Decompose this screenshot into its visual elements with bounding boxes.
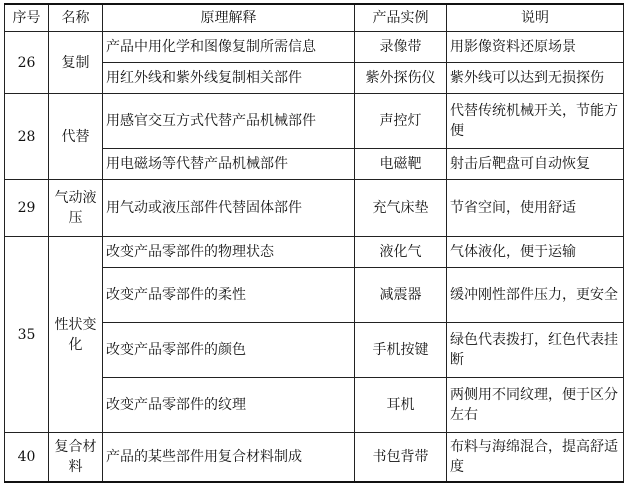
row-example: 手机按键 [355, 323, 447, 378]
header-example: 产品实例 [355, 4, 447, 32]
row-index: 40 [5, 433, 49, 483]
row-principle: 用气动或液压部件代替固体部件 [103, 180, 355, 237]
row-name: 性状变化 [49, 237, 103, 433]
row-note: 用影像资料还原场景 [447, 32, 624, 63]
table-header-row [5, 4, 624, 32]
header-note: 说明 [447, 4, 624, 32]
row-principle: 用红外线和紫外线复制相关部件 [103, 63, 355, 94]
row-principle: 用感官交互方式代替产品机械部件 [103, 94, 355, 149]
header-principle: 原理解释 [103, 4, 355, 32]
row-index: 28 [5, 94, 49, 180]
row-example: 紫外探伤仪 [355, 63, 447, 94]
row-example: 液化气 [355, 237, 447, 268]
row-note: 缓冲刚性部件压力，更安全 [447, 268, 624, 323]
table-row [5, 32, 624, 63]
row-example: 耳机 [355, 378, 447, 433]
row-index: 29 [5, 180, 49, 237]
table-row [5, 180, 624, 237]
row-note: 射击后靶盘可自动恢复 [447, 149, 624, 180]
row-principle: 产品的某些部件用复合材料制成 [103, 433, 355, 483]
row-example: 录像带 [355, 32, 447, 63]
table-row [5, 433, 624, 483]
row-note: 代替传统机械开关，节能方便 [447, 94, 624, 149]
row-note: 布料与海绵混合，提高舒适度 [447, 433, 624, 483]
header-name: 名称 [49, 4, 103, 32]
row-note: 紫外线可以达到无损探伤 [447, 63, 624, 94]
row-principle: 改变产品零部件的物理状态 [103, 237, 355, 268]
row-principle: 改变产品零部件的柔性 [103, 268, 355, 323]
row-note: 节省空间，使用舒适 [447, 180, 624, 237]
row-name: 复制 [49, 32, 103, 94]
row-example: 充气床垫 [355, 180, 447, 237]
row-name: 复合材料 [49, 433, 103, 483]
header-index: 序号 [5, 4, 49, 32]
row-principle: 产品中用化学和图像复制所需信息 [103, 32, 355, 63]
table-row [5, 237, 624, 268]
row-example: 书包背带 [355, 433, 447, 483]
row-note: 两侧用不同纹理，便于区分左右 [447, 378, 624, 433]
row-principle: 改变产品零部件的纹理 [103, 378, 355, 433]
row-index: 35 [5, 237, 49, 433]
row-name: 气动液压 [49, 180, 103, 237]
row-example: 声控灯 [355, 94, 447, 149]
row-name: 代替 [49, 94, 103, 180]
row-index: 26 [5, 32, 49, 94]
row-note: 气体液化，便于运输 [447, 237, 624, 268]
row-principle: 用电磁场等代替产品机械部件 [103, 149, 355, 180]
row-example: 减震器 [355, 268, 447, 323]
row-note: 绿色代表拨打，红色代表挂断 [447, 323, 624, 378]
table-row [5, 94, 624, 149]
row-principle: 改变产品零部件的颜色 [103, 323, 355, 378]
row-example: 电磁靶 [355, 149, 447, 180]
principles-table [4, 3, 624, 483]
